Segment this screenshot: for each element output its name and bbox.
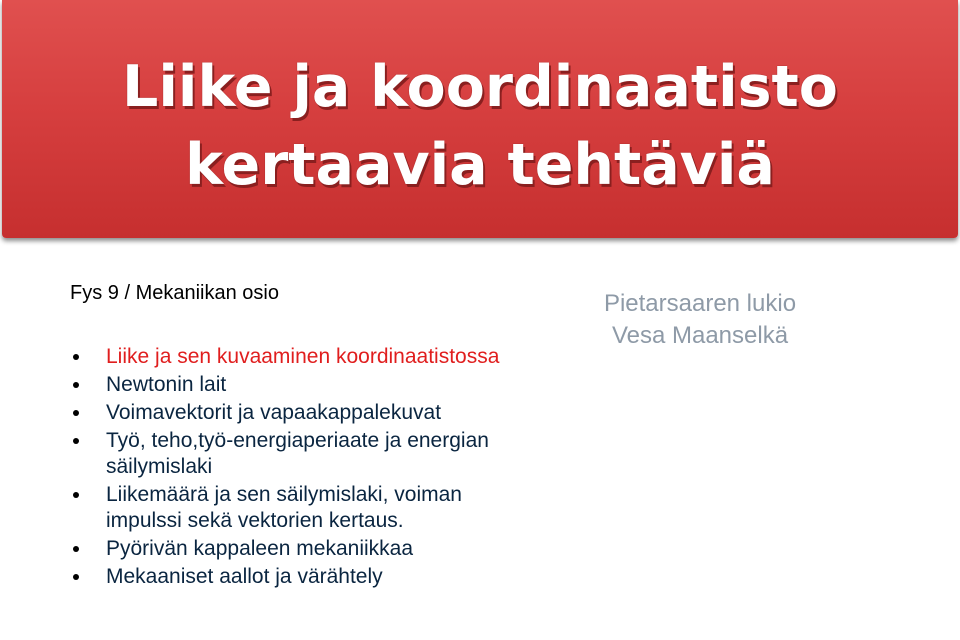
course-subtitle: Fys 9 / Mekaniikan osio bbox=[70, 282, 279, 304]
topic-list bbox=[70, 344, 540, 592]
title-banner bbox=[2, 0, 958, 238]
topic-item-rotation: Pyörivän kappaleen mekaniikkaa bbox=[70, 536, 540, 562]
topic-item-waves: Mekaaniset aallot ja värähtely bbox=[70, 564, 540, 590]
slide-title-line-1: Liike ja koordinaatisto bbox=[122, 54, 838, 120]
topic-item-newton: Newtonin lait bbox=[70, 372, 540, 398]
topic-item-force-vectors: Voimavektorit ja vapaakappalekuvat bbox=[70, 400, 540, 426]
school-name: Pietarsaaren lukio bbox=[603, 290, 797, 317]
topic-item-work-energy: Työ, teho,työ-energiaperiaate ja energian säilymislaki bbox=[70, 428, 540, 480]
author-name: Vesa Maanselkä bbox=[611, 322, 789, 349]
slide-title-line-2: kertaavia tehtäviä bbox=[185, 132, 775, 198]
topic-item-momentum: Liikemäärä ja sen säilymislaki, voiman impulssi sekä vektorien kertaus. bbox=[70, 482, 540, 534]
slide-title bbox=[2, 48, 958, 204]
topic-item-motion: Liike ja sen kuvaaminen koordinaatistossa bbox=[70, 344, 540, 370]
author-block bbox=[560, 288, 840, 352]
